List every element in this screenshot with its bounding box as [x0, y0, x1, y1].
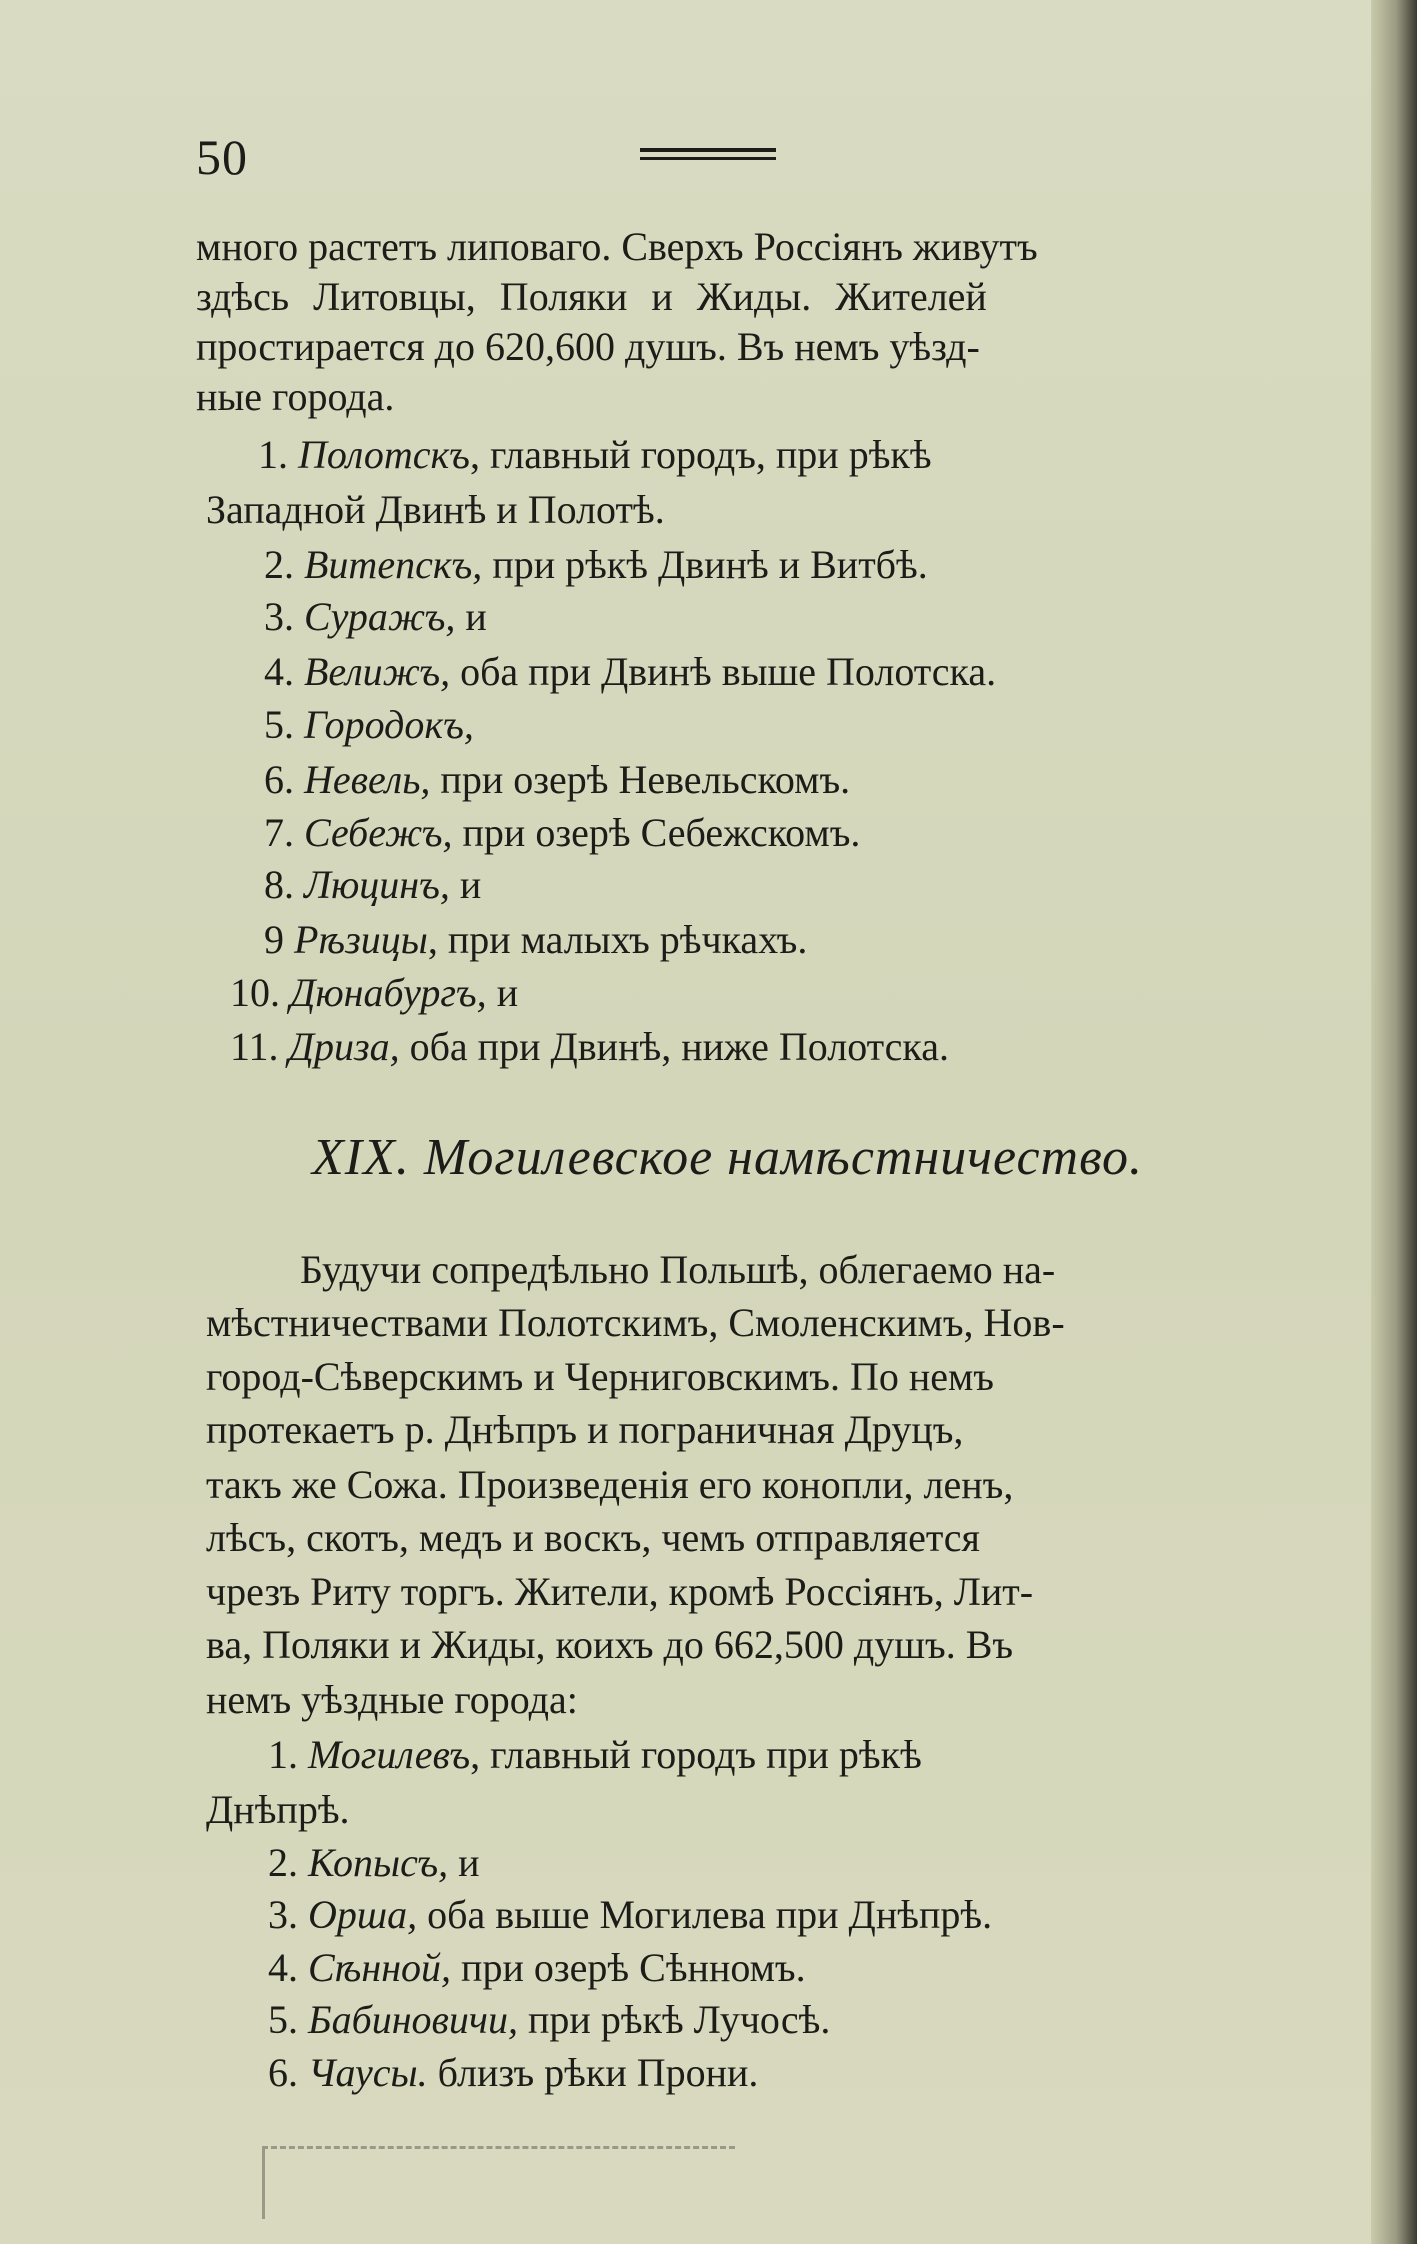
faded-stamp: [262, 2146, 735, 2219]
paragraph-line: немъ уѣздные города:: [206, 1677, 578, 1722]
paragraph-line: ва, Поляки и Жиды, коихъ до 662,500 душъ. Въ: [206, 1622, 1014, 1667]
header-rule: [640, 148, 776, 172]
section-heading: XIX. Могилевское намѣстничество.: [312, 1129, 1143, 1186]
item-text: оба выше Могилева при Днѣпрѣ.: [417, 1892, 993, 1937]
city-name: Чаусы.: [308, 2050, 428, 2095]
list-item: [264, 540, 928, 590]
item-number: 10.: [230, 970, 280, 1015]
paragraph-line: город-Сѣверскимъ и Черниговскимъ. По немъ: [206, 1354, 994, 1399]
city-name: Копысъ,: [308, 1840, 449, 1885]
city-name: Суражъ,: [304, 594, 456, 639]
list-item: [264, 700, 474, 750]
list-item: [268, 2048, 758, 2098]
list-item: [268, 1995, 830, 2045]
city-name: Орша,: [308, 1892, 418, 1937]
list-item: [268, 1730, 922, 1780]
paragraph-line: [196, 222, 1320, 272]
city-name: Дриза,: [288, 1024, 400, 1069]
paragraph-line: такъ же Сожа. Произведенія его конопли, ленъ,: [206, 1462, 1014, 1507]
item-text: , главный городъ, при рѣкѣ: [469, 432, 932, 477]
city-name: Витепскъ,: [304, 542, 483, 587]
item-number: 3.: [268, 1892, 298, 1937]
item-number: 5.: [264, 702, 294, 747]
item-number: 2.: [264, 542, 294, 587]
page-spine-shadow: [1371, 0, 1417, 2244]
city-name: Велижъ,: [304, 649, 451, 694]
item-text: оба при Двинѣ выше Полотска.: [450, 649, 997, 694]
item-text: и: [486, 970, 519, 1015]
city-name: Рѣзицы: [294, 917, 428, 962]
item-number: 11.: [230, 1024, 279, 1069]
text-line: много растетъ липоваго. Сверхъ Россіянъ живутъ: [196, 224, 1038, 269]
list-item-continuation: Днѣпрѣ.: [206, 1787, 350, 1832]
item-text: при озерѣ Себежскомъ.: [452, 810, 861, 855]
item-text: при озерѣ Сѣнномъ.: [451, 1945, 806, 1990]
list-item: [264, 755, 850, 805]
city-name: Сѣнной,: [308, 1945, 452, 1990]
list-item: [258, 430, 932, 480]
item-number: 1.: [268, 1732, 298, 1777]
item-number: 6.: [268, 2050, 298, 2095]
item-text: , главный городъ при рѣкѣ: [470, 1732, 922, 1777]
city-name: Себежъ,: [304, 810, 453, 855]
item-number: 8.: [264, 862, 294, 907]
list-item: [230, 968, 518, 1018]
item-number: 2.: [268, 1840, 298, 1885]
item-text: при рѣкѣ Двинѣ и Витбѣ.: [482, 542, 928, 587]
item-number: 6.: [264, 757, 294, 802]
paragraph-line: мѣстничествами Полотскимъ, Смоленскимъ, Нов-: [206, 1300, 1065, 1345]
item-text: близъ рѣки Прони.: [427, 2050, 759, 2095]
city-name: Дюнабургъ,: [290, 970, 487, 1015]
item-number: 9: [264, 917, 284, 962]
item-number: 5.: [268, 1997, 298, 2042]
paragraph-line: чрезъ Риту торгъ. Жители, кромѣ Россіянъ, Лит-: [206, 1569, 1034, 1614]
item-text: и: [448, 1840, 480, 1885]
list-item: [264, 592, 487, 642]
item-text: оба при Двинѣ, ниже Полотска.: [399, 1024, 949, 1069]
item-number: 3.: [264, 594, 294, 639]
list-item: [268, 1890, 992, 1940]
item-text: при озерѣ Невельскомъ.: [430, 757, 851, 802]
paragraph-line: протекаетъ р. Днѣпръ и пограничная Друцъ,: [206, 1407, 964, 1452]
list-item: [264, 860, 481, 910]
paragraph-line: лѣсъ, скотъ, медъ и воскъ, чемъ отправляется: [206, 1515, 980, 1560]
item-number: 4.: [268, 1945, 298, 1990]
list-item: [264, 808, 860, 858]
item-text: при рѣкѣ Лучосѣ.: [518, 1997, 831, 2042]
item-number: 1.: [258, 432, 288, 477]
list-item: [268, 1838, 480, 1888]
city-name: Люцинъ,: [304, 862, 450, 907]
item-number: 4.: [264, 649, 294, 694]
city-name: Полотскъ: [298, 432, 470, 477]
paragraph-line: простирается до 620,600 душъ. Въ немъ уѣзд-: [196, 324, 980, 369]
item-text: и: [455, 594, 487, 639]
list-item: [268, 1943, 806, 1993]
item-text: , при малыхъ рѣчкахъ.: [427, 917, 808, 962]
page-number: 50: [196, 129, 248, 185]
list-item-continuation: Западной Двинѣ и Полотѣ.: [206, 487, 665, 532]
city-name: Могилевъ: [308, 1732, 471, 1777]
city-name: Бабиновичи,: [308, 1997, 518, 2042]
list-item: [230, 1022, 949, 1072]
item-text: и: [449, 862, 482, 907]
list-item: [264, 915, 807, 965]
paragraph-line: ные города.: [196, 374, 395, 419]
item-number: 7.: [264, 810, 294, 855]
list-item: [264, 647, 996, 697]
paragraph-line: Будучи сопредѣльно Польшѣ, облегаемо на-: [300, 1247, 1056, 1292]
city-name: Невель,: [304, 757, 431, 802]
paragraph-line: здѣсь Литовцы, Поляки и Жиды. Жителей: [196, 274, 987, 319]
city-name: Городокъ,: [304, 702, 474, 747]
